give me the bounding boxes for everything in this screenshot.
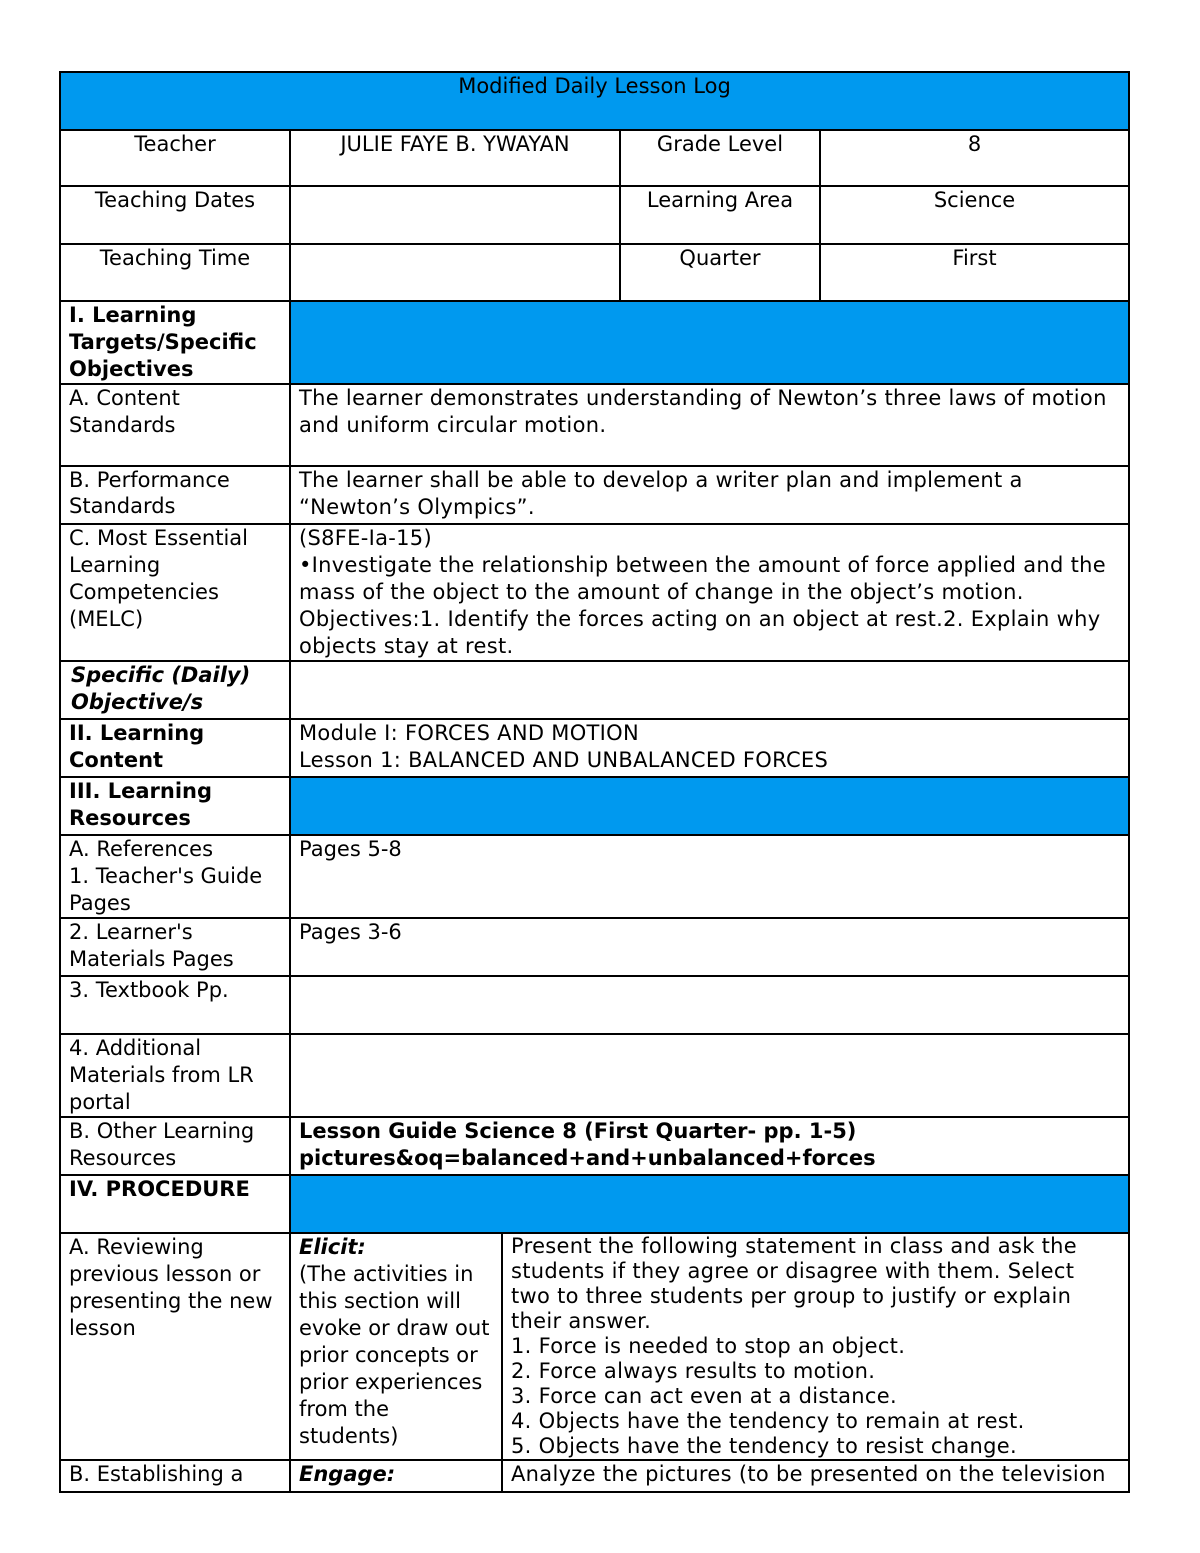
- content-standards-label: A. Content Standards: [60, 384, 290, 466]
- quarter-value: First: [820, 244, 1129, 301]
- elicit-title: Elicit:: [299, 1235, 366, 1259]
- learning-targets-fill: [290, 301, 1129, 384]
- melc-label: C. Most Essential Learning Competencies (MELC): [60, 524, 290, 661]
- grade-level-value: 8: [820, 130, 1129, 186]
- other-resources-cell: [290, 1117, 1129, 1175]
- other-resources-guide: Lesson Guide Science 8 (First Quarter- pp. 1-5): [299, 1119, 857, 1143]
- specific-objectives-label: Specific (Daily) Objective/s: [60, 661, 290, 719]
- elicit-item: 4. Objects have the tendency to remain at rest.: [511, 1409, 1025, 1433]
- other-resources-query: pictures&oq=balanced+and+unbalanced+forces: [299, 1146, 876, 1170]
- reviewing-label: A. Reviewing previous lesson or presenting the new lesson: [60, 1233, 290, 1460]
- elicit-description: (The activities in this section will evoke or draw out prior concepts or prior experiences from the students): [299, 1262, 490, 1448]
- elicit-item: 1. Force is needed to stop an object.: [511, 1334, 906, 1358]
- procedure-label: IV. PROCEDURE: [60, 1175, 290, 1233]
- elicit-item: 3. Force can act even at a distance.: [511, 1384, 897, 1408]
- teachers-guide-value: Pages 5-8: [290, 835, 1129, 918]
- teacher-value: JULIE FAYE B. YWAYAN: [290, 130, 620, 186]
- engage-title: Engage:: [290, 1460, 502, 1492]
- learning-content-lesson: Lesson 1: BALANCED AND UNBALANCED FORCES: [299, 748, 829, 772]
- specific-objectives-value: [290, 661, 1129, 719]
- references-label: A. References: [69, 837, 214, 861]
- learners-materials-label: 2. Learner's Materials Pages: [60, 918, 290, 976]
- learning-targets-label: I. Learning Targets/Specific Objectives: [60, 301, 290, 384]
- lesson-log-table: [59, 71, 1130, 1493]
- elicit-item: 2. Force always results to motion.: [511, 1359, 876, 1383]
- learning-content-cell: [290, 719, 1129, 777]
- additional-materials-value: [290, 1034, 1129, 1117]
- elicit-cell: [290, 1233, 502, 1460]
- teaching-dates-label: Teaching Dates: [60, 186, 290, 244]
- elicit-intro: Present the following statement in class and ask the students if they agree or disagree with them. Select two to three students per group to justify or explain their answer.: [511, 1234, 1077, 1333]
- learning-resources-label: III. Learning Resources: [60, 777, 290, 835]
- teaching-time-value: [290, 244, 620, 301]
- learning-area-value: Science: [820, 186, 1129, 244]
- elicit-activity-cell: [502, 1233, 1129, 1460]
- learning-area-label: Learning Area: [620, 186, 820, 244]
- melc-value: •Investigate the relationship between the amount of force applied and the mass of the object to the amount of change in the object’s motion. Objectives:1. Identify the forces acting on an object at rest.2. Explain why objects stay at rest.: [299, 553, 1106, 658]
- establishing-label: B. Establishing a: [60, 1460, 290, 1492]
- performance-standards-label: B. Performance Standards: [60, 466, 290, 524]
- content-standards-value: The learner demonstrates understanding of Newton’s three laws of motion and uniform circular motion.: [290, 384, 1129, 466]
- quarter-label: Quarter: [620, 244, 820, 301]
- elicit-item: 5. Objects have the tendency to resist change.: [511, 1434, 1017, 1458]
- melc-code: (S8FE-Ia-15): [299, 526, 432, 550]
- learning-content-module: Module I: FORCES AND MOTION: [299, 721, 639, 745]
- teaching-time-label: Teaching Time: [60, 244, 290, 301]
- other-resources-label: B. Other Learning Resources: [60, 1117, 290, 1175]
- performance-standards-value: The learner shall be able to develop a writer plan and implement a “Newton’s Olympics”.: [290, 466, 1129, 524]
- textbook-value: [290, 976, 1129, 1034]
- references-cell: [60, 835, 290, 918]
- page-title: Modified Daily Lesson Log: [60, 72, 1129, 130]
- melc-cell: [290, 524, 1129, 661]
- procedure-fill: [290, 1175, 1129, 1233]
- engage-text: Analyze the pictures (to be presented on the television: [502, 1460, 1129, 1492]
- learning-content-label: II. Learning Content: [60, 719, 290, 777]
- teaching-dates-value: [290, 186, 620, 244]
- teachers-guide-label: 1. Teacher's Guide Pages: [69, 864, 263, 915]
- learning-resources-fill: [290, 777, 1129, 835]
- teacher-label: Teacher: [60, 130, 290, 186]
- additional-materials-label: 4. Additional Materials from LR portal: [60, 1034, 290, 1117]
- grade-level-label: Grade Level: [620, 130, 820, 186]
- textbook-label: 3. Textbook Pp.: [60, 976, 290, 1034]
- learners-materials-value: Pages 3-6: [290, 918, 1129, 976]
